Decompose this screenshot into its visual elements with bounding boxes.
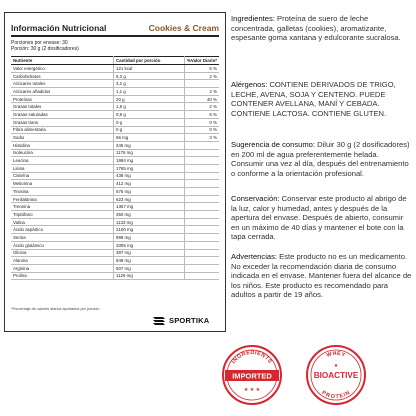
nutrient-name: Azúcares totales [11, 80, 114, 88]
nutrient-name: Metionina [11, 180, 114, 188]
nutrient-amount: 438 mg [114, 172, 185, 180]
table-row [11, 118, 219, 126]
nutrient-name: Triptófano [11, 211, 114, 219]
nutrient-name: Cisteína [11, 172, 114, 180]
nutrient-amount: 948 mg [114, 257, 185, 265]
nutrient-daily-value [185, 257, 220, 265]
table-row [11, 257, 219, 265]
nutrient-name: Fenilalanina [11, 195, 114, 203]
nutrient-amount: 623 mg [114, 195, 185, 203]
nutrient-amount: 1126 mg [114, 272, 185, 280]
nutrient-daily-value [185, 188, 220, 196]
nutrient-name: Leucina [11, 157, 114, 165]
table-row [11, 164, 219, 172]
table-row [11, 157, 219, 165]
nutrient-amount: 0 g [114, 118, 185, 126]
table-row [11, 88, 219, 96]
nutrient-name: Ácido glutámico [11, 241, 114, 249]
nutrition-table [11, 56, 219, 280]
nutrient-daily-value: 3 % [185, 134, 220, 142]
nutrient-name: Grasas totales [11, 103, 114, 111]
table-row [11, 126, 219, 134]
ingredients-text: Proteína de suero de leche concentrada, galletas (cookies), aromatizante, espesante goma xantana y edulcorante sucralosa. [231, 14, 401, 43]
nutrient-name: Alanina [11, 257, 114, 265]
nutrient-daily-value [185, 264, 220, 272]
whey-seal-top-text: WHEY [325, 350, 347, 359]
nutrient-daily-value [185, 164, 220, 172]
nutrient-amount: 1133 mg [114, 218, 185, 226]
nutrient-name: Lisina [11, 164, 114, 172]
table-row [11, 95, 219, 103]
nutrient-amount: 3,2 g [114, 80, 185, 88]
nutrient-amount: 1357 mg [114, 203, 185, 211]
nutrient-name: Valina [11, 218, 114, 226]
table-row [11, 172, 219, 180]
table-row [11, 234, 219, 242]
storage-text: Conservar este producto al abrigo de la luz, calor y humedad, antes y después de la apertura del envase. Después de abierto, consumir en un máximo de 40 días y mantener el bote con la tapa cerrada. [231, 194, 407, 242]
warnings-text: Este producto no es un medicamento. No exceder la recomendación diaria de consumo indicada en el envase. Mantener fuera del alcance de los niños. Este producto es recomendado para adultos a partir de 19 años. [231, 252, 412, 300]
nutrient-daily-value [185, 80, 220, 88]
nutrient-amount: 0 g [114, 126, 185, 134]
nutrient-amount: 1,1 g [114, 88, 185, 96]
usage-text: Diluir 30 g (2 dosificadores) en 200 ml de agua preferentemente helada. Consumir una vez al día, después del entrenamiento o conforme a la orientación profesional. [231, 140, 410, 178]
nutrient-amount: 3305 mg [114, 241, 185, 249]
warnings-heading: Advertencias: [231, 252, 278, 261]
nutrient-amount: 1994 mg [114, 157, 185, 165]
nutrient-amount: 350 mg [114, 211, 185, 219]
table-row [11, 272, 219, 280]
table-row [11, 195, 219, 203]
table-row [11, 264, 219, 272]
table-row [11, 65, 219, 73]
imported-seal-main-text: IMPORTED [232, 371, 272, 381]
brand-mark-icon [151, 314, 167, 328]
nutrient-name: Tirosina [11, 188, 114, 196]
table-header-row [11, 57, 219, 65]
nutrient-daily-value: 40 % [185, 95, 220, 103]
nutrient-name: Fibra alimentaria [11, 126, 114, 134]
table-row [11, 103, 219, 111]
table-row [11, 72, 219, 80]
nutrient-daily-value [185, 195, 220, 203]
nutrient-daily-value [185, 203, 220, 211]
nutrient-amount: 387 mg [114, 249, 185, 257]
nutrient-name: Azúcares añadidos [11, 88, 114, 96]
storage-heading: Conservación: [231, 194, 280, 203]
nutrient-daily-value [185, 141, 220, 149]
nutrient-daily-value: 6 % [185, 65, 220, 73]
nutrient-amount: 1765 mg [114, 164, 185, 172]
nutrient-amount: 346 mg [114, 141, 185, 149]
nutrient-name: Grasas saturadas [11, 111, 114, 119]
table-row [11, 218, 219, 226]
table-row [11, 180, 219, 188]
table-row [11, 226, 219, 234]
nutrient-daily-value [185, 157, 220, 165]
nutrient-name: Carbohidratos [11, 72, 114, 80]
nutrient-daily-value [185, 172, 220, 180]
table-row [11, 211, 219, 219]
panel-title: Información Nutricional [11, 23, 107, 33]
nutrient-amount: 121 kcal [114, 65, 185, 73]
table-row [11, 134, 219, 142]
flavor-label: Cookies & Cream [148, 23, 219, 33]
nutrient-daily-value [185, 249, 220, 257]
title-divider [11, 35, 219, 37]
nutrient-amount: 1176 mg [114, 149, 185, 157]
nutrient-name: Arginina [11, 264, 114, 272]
nutrient-name: Treonina [11, 203, 114, 211]
whey-seal-star-icon: ★ [333, 363, 339, 369]
table-row [11, 141, 219, 149]
nutrient-daily-value [185, 241, 220, 249]
imported-seal-star-icon: ★ ★ ★ [243, 387, 261, 393]
storage-section [231, 194, 413, 242]
nutrient-name: Grasas trans [11, 118, 114, 126]
nutrient-name: Sodio [11, 134, 114, 142]
whey-bioactive-seal [305, 344, 367, 406]
panel-header [11, 23, 219, 35]
column-header-daily-value: %Valor Diario* [185, 57, 220, 65]
serving-info [11, 40, 79, 52]
nutrient-daily-value [185, 180, 220, 188]
nutrient-amount: 6,3 g [114, 72, 185, 80]
nutrient-name: Ácido aspártico [11, 226, 114, 234]
brand-name: SPORTIKA [169, 316, 210, 325]
footnote: *Porcentaje de valores diarios aportados por porción [11, 307, 100, 311]
column-header-amount: Cantidad por porción [114, 57, 185, 65]
nutrient-name: Prolina [11, 272, 114, 280]
nutrient-daily-value [185, 234, 220, 242]
usage-heading: Sugerencia de consumo: [231, 140, 316, 149]
nutrient-daily-value [185, 211, 220, 219]
nutrient-amount: 1,8 g [114, 103, 185, 111]
allergens-section [231, 80, 413, 118]
allergens-text: CONTIENE DERIVADOS DE TRIGO, LECHE, AVENA, SOJA Y CENTENO. PUEDE CONTENER AVELLANA, MANÍ Y CEBADA. CONTIENE LACTOSA. CONTIENE GLUTEN. [231, 80, 396, 118]
usage-section [231, 140, 413, 178]
nutrient-daily-value: 5 % [185, 111, 220, 119]
nutrient-daily-value: 2 % [185, 88, 220, 96]
ingredients-heading: Ingredientes: [231, 14, 275, 23]
table-row [11, 241, 219, 249]
nutrient-daily-value: 2 % [185, 72, 220, 80]
allergens-heading: Alérgenos: [231, 80, 268, 89]
nutrient-name: Isoleucina [11, 149, 114, 157]
warnings-section [231, 252, 413, 300]
ingredients-section [231, 14, 413, 43]
table-row [11, 188, 219, 196]
nutrient-name: Glicina [11, 249, 114, 257]
servings-per-container: Porciones por envase: 30 [11, 40, 68, 46]
nutrition-panel [4, 12, 226, 332]
nutrient-daily-value: 0 % [185, 118, 220, 126]
nutrient-daily-value [185, 226, 220, 234]
nutrient-name: Serina [11, 234, 114, 242]
nutrient-daily-value [185, 218, 220, 226]
nutrient-name: Valor energético [11, 65, 114, 73]
nutrient-amount: 0,9 g [114, 111, 185, 119]
nutrient-amount: 66 mg [114, 134, 185, 142]
imported-seal-top-text: INGREDIENTS [230, 349, 274, 365]
nutrient-name: Proteínas [11, 95, 114, 103]
nutrient-daily-value: 0 % [185, 126, 220, 134]
nutrient-amount: 576 mg [114, 188, 185, 196]
nutrient-amount: 999 mg [114, 234, 185, 242]
nutrient-daily-value [185, 272, 220, 280]
whey-seal-bottom-text: PROTEIN [320, 389, 352, 401]
nutrient-daily-value [185, 149, 220, 157]
column-header-nutrient: Nutriente [11, 57, 114, 65]
nutrient-amount: 2100 mg [114, 226, 185, 234]
table-row [11, 149, 219, 157]
brand-logo [151, 313, 217, 329]
nutrient-amount: 507 mg [114, 264, 185, 272]
table-row [11, 249, 219, 257]
nutrient-amount: 412 mg [114, 180, 185, 188]
table-row [11, 203, 219, 211]
nutrient-amount: 20 g [114, 95, 185, 103]
imported-ingredients-seal [221, 344, 283, 406]
portion-size: Porción: 30 g (2 dosificadores) [11, 46, 79, 52]
nutrient-daily-value: 2 % [185, 103, 220, 111]
nutrient-name: Histidina [11, 141, 114, 149]
table-row [11, 111, 219, 119]
whey-seal-main-text: BIOACTIVE [313, 371, 359, 380]
table-row [11, 80, 219, 88]
